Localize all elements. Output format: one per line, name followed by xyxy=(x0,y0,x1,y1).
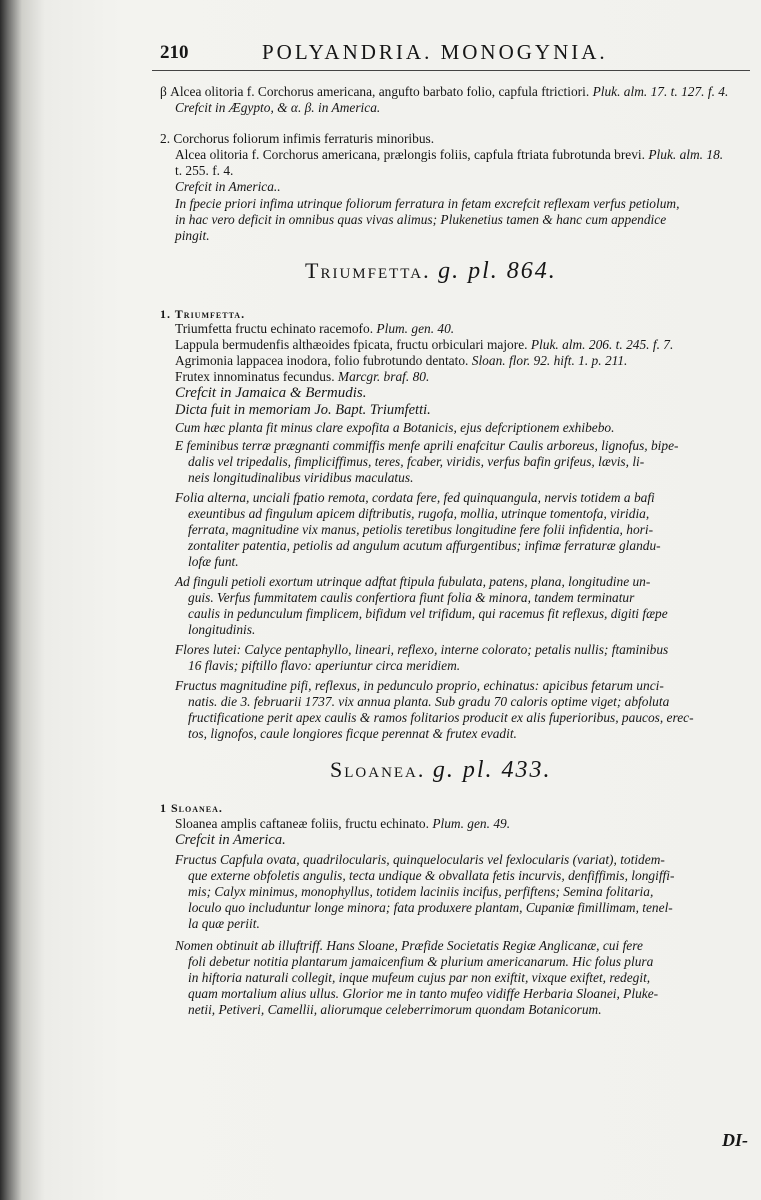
triumfetta-desc-line-6: exeuntibus ad fingulum apicem diftributis, rugofa, mollia, utrinque tomentofa, viridia, xyxy=(188,506,650,521)
triumfetta-desc-line-9: lofæ funt. xyxy=(188,554,239,569)
triumfetta-desc-line-18: fructificatione perit apex caulis & ramos folitarios producit ex alis fuperioribus, paucos, erec- xyxy=(188,710,694,725)
corchorus-species-2-ref: t. 255. f. 4. xyxy=(175,163,234,178)
triumfetta-desc-line-3: dalis vel tripedalis, fimpliciffimus, teres, fcaber, viridis, verfus bafin grifeus, lævis, li- xyxy=(188,454,645,469)
running-head: POLYANDRIA. MONOGYNIA. xyxy=(262,40,608,64)
triumfetta-desc-line-15: 16 flavis; piftillo flavo: aperiuntur circa meridiem. xyxy=(188,658,461,673)
triumfetta-desc-line-7: ferrata, magnitudine vix manus, petiolis teretibus longitudine fere folii infidentia, hori- xyxy=(188,522,654,537)
corchorus-beta-line: β Alcea olitoria f. Corchorus americana, angufto barbato folio, capfula ftrictiori. Pluk. alm. 17. t. 127. f. 4. xyxy=(160,84,729,99)
triumfetta-synonym-3: Agrimonia lappacea inodora, folio fubrotundo dentato. Sloan. flor. 92. hift. 1. p. 211. xyxy=(175,353,628,368)
sloanea-desc-line-3: mis; Calyx minimus, monophyllus, totidem laciniis incifus, perfiftens; Semina folitaria, xyxy=(188,884,654,899)
triumfetta-dedication: Dicta fuit in memoriam Jo. Bapt. Triumfetti. xyxy=(175,402,431,418)
triumfetta-desc-line-10: Ad finguli petioli exortum utrinque adftat ftipula fubulata, patens, plana, longitudine un- xyxy=(175,574,651,589)
page-number: 210 xyxy=(160,42,189,63)
triumfetta-desc-line-1: Cum hæc planta fit minus clare expofita a Botanicis, ejus defcriptionem exhibebo. xyxy=(175,420,615,435)
sloanea-desc-line-2: que externe obfoletis angulis, tecta undique & obvallata fetis incurvis, denfiffimis, longiffi- xyxy=(188,868,675,883)
sloanea-synonym: Sloanea amplis caftaneæ foliis, fructu echinato. Plum. gen. 49. xyxy=(175,816,511,831)
corchorus-species-2-synonym: Alcea olitoria f. Corchorus americana, prælongis foliis, capfula ftriata fubrotunda brevi. Pluk. alm. 18. xyxy=(175,147,724,162)
triumfetta-habitat: Crefcit in Jamaica & Bermudis. xyxy=(175,385,367,401)
corchorus-species-2: 2. Corchorus foliorum infimis ferraturis minoribus. xyxy=(160,131,435,146)
sloanea-desc-line-4: loculo quo includuntur longe minora; fata produxere plantam, Cupaniæ fimillimam, tenel- xyxy=(188,900,673,915)
genus-heading-sloanea: Sloanea. g. pl. 433. xyxy=(330,757,552,783)
corchorus-species-2-habitat: Crefcit in America.. xyxy=(175,179,281,194)
triumfetta-desc-line-14: Flores lutei: Calyce pentaphyllo, lineari, reflexo, interne colorato; petalis nullis; ftaminibus xyxy=(175,642,669,657)
running-header xyxy=(152,40,750,71)
sloanea-habitat: Crefcit in America. xyxy=(175,832,286,848)
sloanea-desc-line-8: in hiftoria naturali collegit, inque mufeum cujus par non exiftit, vixque exiftet, redegit, xyxy=(188,970,651,985)
catchword: DI- xyxy=(722,1130,748,1150)
triumfetta-synonym-2: Lappula bermudenfis althæoides fpicata, fructu orbiculari majore. Pluk. alm. 206. t. 245. f. 7. xyxy=(175,337,674,352)
sloanea-desc-line-9: quam mortalium alius ullus. Glorior me in tanto mufeo vidiffe Herbaria Sloanei, Pluke- xyxy=(188,986,659,1001)
species-label-triumfetta: 1. Triumfetta. xyxy=(160,307,246,321)
triumfetta-synonym-1: Triumfetta fructu echinato racemofo. Plum. gen. 40. xyxy=(175,321,455,336)
sloanea-desc-line-10: netii, Petiveri, Camellii, aliorumque celeberrimorum quondam Botanicorum. xyxy=(188,1002,602,1017)
triumfetta-synonym-4: Frutex innominatus fecundus. Marcgr. braf. 80. xyxy=(175,369,430,384)
triumfetta-desc-line-11: guis. Verfus fummitatem caulis confertiora fiunt folia & minora, tandem terminatur xyxy=(188,590,635,605)
sloanea-desc-line-5: la quæ periit. xyxy=(188,916,260,931)
sloanea-desc-line-6: Nomen obtinuit ab illuftriff. Hans Sloane, Præfide Societatis Regiæ Anglicanæ, cui fere xyxy=(175,938,643,953)
sloanea-desc-line-7: foli debetur notitia plantarum jamaicenfium & plurium americanarum. Hic folus plura xyxy=(188,954,654,969)
triumfetta-desc-line-8: zontaliter patentia, petiolis ad angulum acutum affurgentibus; infimæ ferraturæ glandu- xyxy=(188,538,661,553)
triumfetta-desc-line-12: caulis in pedunculum fimplicem, bifidum vel trifidum, qui racemus fit reflexus, digiti fæpe xyxy=(188,606,668,621)
triumfetta-desc-line-16: Fructus magnitudine pifi, reflexus, in pedunculo proprio, echinatus: apicibus fetarum unci- xyxy=(175,678,664,693)
triumfetta-desc-line-19: tos, lignofos, caule longiores ficque perennat & frutex evadit. xyxy=(188,726,517,741)
corchorus-note-line-1: In fpecie priori infima utrinque foliorum ferratura in fetam excrefcit reflexam verfus petiolum, xyxy=(175,196,680,211)
triumfetta-desc-line-13: longitudinis. xyxy=(188,622,256,637)
triumfetta-desc-line-17: natis. die 3. februarii 1737. vix annua planta. Sub gradu 70 caloris optime viget; abfoluta xyxy=(188,694,670,709)
genus-heading-triumfetta: Triumfetta. g. pl. 864. xyxy=(305,258,557,284)
species-label-sloanea: 1 Sloanea. xyxy=(160,801,223,815)
corchorus-beta-habitat: Crefcit in Ægypto, & α. β. in America. xyxy=(175,100,381,115)
corchorus-note-line-3: pingit. xyxy=(175,228,210,243)
triumfetta-desc-line-5: Folia alterna, unciali fpatio remota, cordata fere, fed quinquangula, nervis totidem a bafi xyxy=(175,490,655,505)
sloanea-desc-line-1: Fructus Capfula ovata, quadrilocularis, quinquelocularis vel fexlocularis (variat), totidem- xyxy=(175,852,665,867)
triumfetta-desc-line-4: neis longitudinalibus viridibus maculatus. xyxy=(188,470,414,485)
corchorus-note-line-2: in hac vero deficit in omnibus quas vivas alimus; Plukenetius tamen & hanc cum appendice xyxy=(175,212,667,227)
triumfetta-desc-line-2: E feminibus terræ prægnanti commiffis menfe aprili enafcitur Caulis arboreus, lignofus, bipe- xyxy=(175,438,679,453)
